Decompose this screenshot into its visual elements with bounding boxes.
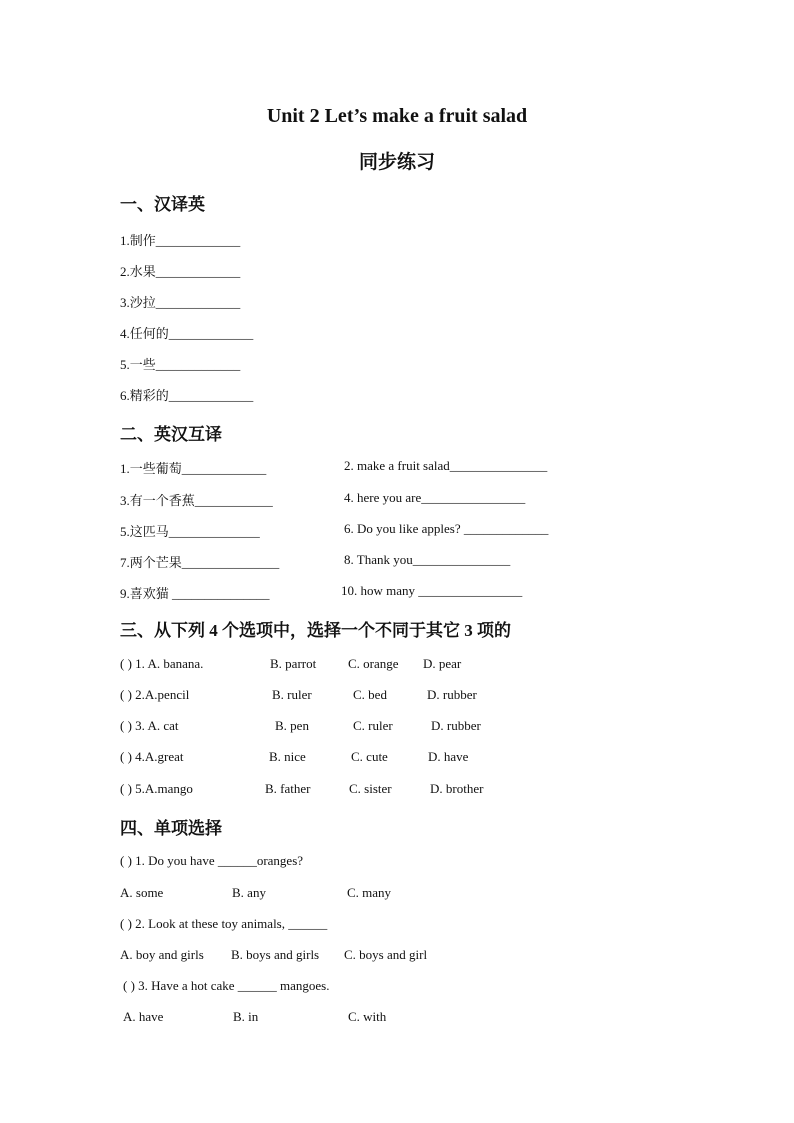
list-item: 8. Thank you_______________ bbox=[344, 552, 511, 567]
option-d: D. rubber bbox=[431, 718, 481, 733]
list-item: 4.任何的_____________ bbox=[120, 326, 254, 341]
list-item: 5.一些_____________ bbox=[120, 357, 241, 372]
question-stem: ( ) 4.A.great bbox=[120, 749, 184, 764]
option-a: A. have bbox=[123, 1009, 164, 1024]
option-c: C. sister bbox=[349, 781, 392, 796]
section-3-heading: 三、从下列 4 个选项中，选择一个不同于其它 3 项的 bbox=[120, 621, 511, 640]
option-d: D. brother bbox=[430, 781, 484, 796]
option-a: A. boy and girls bbox=[120, 947, 204, 962]
option-b: B. any bbox=[232, 885, 266, 900]
list-item: 3.沙拉_____________ bbox=[120, 295, 241, 310]
option-b: B. boys and girls bbox=[231, 947, 320, 962]
question-stem: ( ) 1. A. banana. bbox=[120, 656, 204, 671]
list-item: 4. here you are________________ bbox=[344, 490, 526, 505]
list-item: 10. how many ________________ bbox=[341, 583, 523, 598]
option-b: B. nice bbox=[269, 749, 306, 764]
option-b: B. father bbox=[265, 781, 311, 796]
list-item: 2.水果_____________ bbox=[120, 264, 241, 279]
section-4-heading: 四、单项选择 bbox=[120, 819, 222, 838]
option-c: C. ruler bbox=[353, 718, 393, 733]
option-c: C. boys and girl bbox=[344, 947, 428, 962]
question-stem: ( ) 1. Do you have ______oranges? bbox=[120, 853, 304, 868]
question-stem: ( ) 3. A. cat bbox=[120, 718, 179, 733]
option-d: D. pear bbox=[423, 656, 462, 671]
option-a: A. some bbox=[120, 885, 164, 900]
list-item: 9.喜欢猫 _______________ bbox=[120, 586, 270, 601]
section-1-heading: 一、汉译英 bbox=[120, 195, 205, 214]
list-item: 1.一些葡萄_____________ bbox=[120, 461, 267, 476]
option-b: B. ruler bbox=[272, 687, 312, 702]
option-c: C. many bbox=[347, 885, 392, 900]
question-stem: ( ) 5.A.mango bbox=[120, 781, 193, 796]
option-d: D. have bbox=[428, 749, 469, 764]
option-b: B. parrot bbox=[270, 656, 317, 671]
list-item: 1.制作_____________ bbox=[120, 233, 241, 248]
question-stem: ( ) 2.A.pencil bbox=[120, 687, 190, 702]
list-item: 6. Do you like apples? _____________ bbox=[344, 521, 549, 536]
option-c: C. orange bbox=[348, 656, 399, 671]
list-item: 2. make a fruit salad_______________ bbox=[344, 458, 548, 473]
question-stem: ( ) 3. Have a hot cake ______ mangoes. bbox=[123, 978, 330, 993]
list-item: 5.这匹马______________ bbox=[120, 524, 260, 539]
option-d: D. rubber bbox=[427, 687, 477, 702]
page-title: Unit 2 Let’s make a fruit salad bbox=[266, 105, 528, 127]
option-c: C. with bbox=[348, 1009, 387, 1024]
option-c: C. bed bbox=[353, 687, 387, 702]
option-b: B. in bbox=[233, 1009, 259, 1024]
page-subtitle: 同步练习 bbox=[358, 152, 435, 173]
question-stem: ( ) 2. Look at these toy animals, ______ bbox=[120, 916, 328, 931]
list-item: 3.有一个香蕉____________ bbox=[120, 493, 273, 508]
option-b: B. pen bbox=[275, 718, 309, 733]
section-2-heading: 二、英汉互译 bbox=[120, 425, 222, 444]
option-c: C. cute bbox=[351, 749, 388, 764]
list-item: 7.两个芒果_______________ bbox=[120, 555, 280, 570]
list-item: 6.精彩的_____________ bbox=[120, 388, 254, 403]
